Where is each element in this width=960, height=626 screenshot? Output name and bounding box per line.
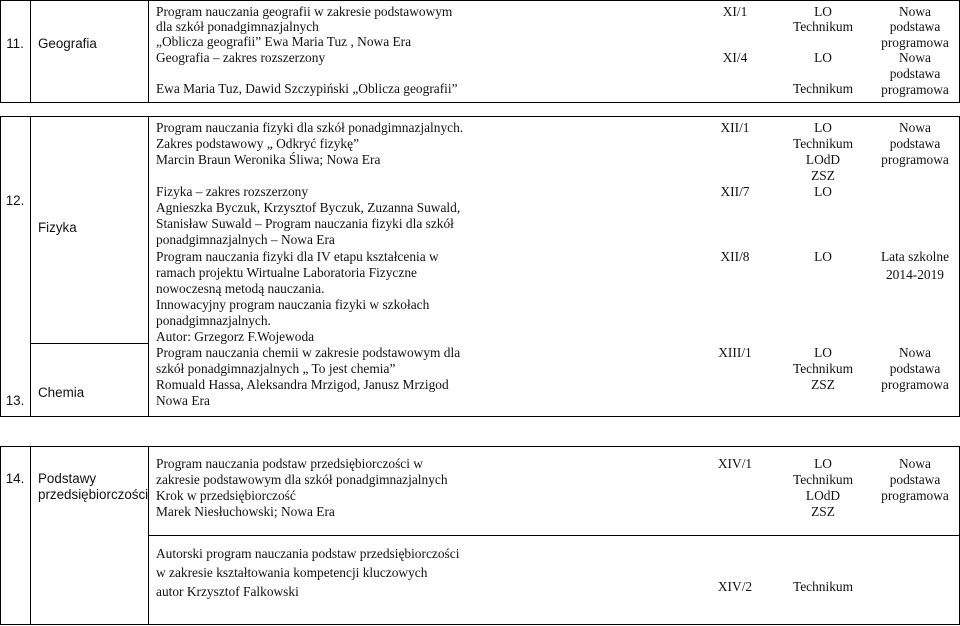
school-type: LO <box>814 456 832 471</box>
program-line: Autorski program nauczania podstaw przedsiębiorczości <box>156 546 460 561</box>
status-text: programowa <box>881 152 949 167</box>
status-text: 2014-2019 <box>885 267 945 282</box>
school-type: Technikum <box>792 81 854 96</box>
school-type: LOdD <box>805 488 841 503</box>
program-line: dla szkół ponadgimnazjalnych <box>156 19 319 34</box>
class-code: XIV/2 <box>717 579 753 594</box>
col-divider <box>30 0 31 103</box>
subject-name: Chemia <box>38 385 85 400</box>
status-text: programowa <box>881 35 949 50</box>
row-number: 13. <box>5 393 25 408</box>
program-line: Nowa Era <box>156 393 210 408</box>
status-text: podstawa <box>889 19 941 34</box>
status-text: podstawa <box>889 66 941 81</box>
class-code: XI/4 <box>722 50 748 65</box>
school-type: LO <box>814 120 832 135</box>
program-line: Program nauczania chemii w zakresie podstawowym dla <box>156 345 461 360</box>
school-type: ZSZ <box>811 377 835 392</box>
school-type: Technikum <box>792 579 854 594</box>
school-type: ZSZ <box>811 504 835 519</box>
subject-name: Geografia <box>38 36 97 51</box>
program-line: Agnieszka Byczuk, Krzysztof Byczuk, Zuzanna Suwald, <box>156 200 461 215</box>
status-text: Lata szkolne <box>880 249 950 264</box>
program-line: autor Krzysztof Falkowski <box>156 584 299 599</box>
school-type: LO <box>814 184 832 199</box>
class-code: XII/8 <box>720 249 750 264</box>
school-type: LO <box>814 50 832 65</box>
row-11-bottom-border <box>0 102 960 103</box>
program-line: szkół ponadgimnazjalnych „ To jest chemia” <box>156 361 396 376</box>
program-line: Fizyka – zakres rozszerzony <box>156 184 309 199</box>
class-code: XIV/1 <box>717 456 753 471</box>
status-text: programowa <box>881 377 949 392</box>
row-12-top-border <box>0 116 960 117</box>
program-line: ponadgimnazjalnych – Nowa Era <box>156 232 335 247</box>
top-border <box>0 0 960 1</box>
status-text: podstawa <box>889 136 941 151</box>
status-text: programowa <box>881 488 949 503</box>
row-14-inner-divider <box>148 535 960 536</box>
program-line: ponadgimnazjalnych. <box>156 313 271 328</box>
school-type: ZSZ <box>811 168 835 183</box>
school-type: LO <box>814 249 832 264</box>
program-line: Marek Niesłuchowski; Nowa Era <box>156 504 335 519</box>
school-type: LO <box>814 4 832 19</box>
program-line: nowoczesną metodą nauczania. <box>156 281 325 296</box>
program-line: w zakresie kształtowania kompetencji kluczowych <box>156 565 428 580</box>
program-line: „Oblicza geografii” Ewa Maria Tuz , Nowa Era <box>156 34 412 49</box>
col-divider <box>30 446 31 625</box>
class-code: XII/7 <box>720 184 750 199</box>
subject-name: Fizyka <box>38 220 77 235</box>
program-line: ramach projektu Wirtualne Laboratoria Fizyczne <box>156 265 417 280</box>
program-line: Krok w przedsiębiorczość <box>156 488 296 503</box>
row-number: 12. <box>5 193 25 208</box>
class-code: XIII/1 <box>718 345 752 360</box>
program-line: Stanisław Suwald – Program nauczania fizyki dla szkół <box>156 216 454 231</box>
row-12-13-divider <box>30 343 148 344</box>
col-divider <box>148 0 149 103</box>
school-type: Technikum <box>792 472 854 487</box>
program-line: Zakres podstawowy „ Odkryć fizykę” <box>156 136 360 151</box>
school-type: LOdD <box>805 152 841 167</box>
status-text: Nowa <box>899 120 931 135</box>
program-line: Program nauczania podstaw przedsiębiorczości w <box>156 456 423 471</box>
program-line: Innowacyjny program nauczania fizyki w szkołach <box>156 297 430 312</box>
row-14-bottom-border <box>0 624 960 625</box>
status-text: Nowa <box>899 345 931 360</box>
program-line: Marcin Braun Weronika Śliwa; Nowa Era <box>156 152 381 167</box>
status-text: programowa <box>881 82 949 97</box>
status-text: Nowa <box>899 456 931 471</box>
program-line: Geografia – zakres rozszerzony <box>156 50 326 65</box>
table-left-border <box>0 116 1 417</box>
program-line: Program nauczania fizyki dla IV etapu kształcenia w <box>156 249 439 264</box>
program-line: Romuald Hassa, Aleksandra Mrzigod, Janusz Mrzigod <box>156 377 449 392</box>
class-code: XI/1 <box>722 4 748 19</box>
row-13-bottom-border <box>0 416 960 417</box>
status-text: Nowa <box>899 4 931 19</box>
subject-name: Podstawy <box>38 471 97 486</box>
row-14-top-border <box>0 446 960 447</box>
col-divider <box>148 446 149 625</box>
status-text: podstawa <box>889 361 941 376</box>
row-number: 11. <box>6 36 24 51</box>
table-left-border <box>0 0 1 103</box>
col-divider <box>30 116 31 417</box>
status-text: Nowa <box>899 50 931 65</box>
program-line: Program nauczania fizyki dla szkół ponadgimnazjalnych. <box>156 120 464 135</box>
program-line: Program nauczania geografii w zakresie podstawowym <box>156 4 453 19</box>
subject-name: przedsiębiorczości <box>38 487 149 502</box>
program-line: Autor: Grzegorz F.Wojewoda <box>156 329 315 344</box>
school-type: LO <box>814 345 832 360</box>
school-type: Technikum <box>792 19 854 34</box>
row-number: 14. <box>5 471 25 486</box>
program-line: zakresie podstawowym dla szkół ponadgimnazjalnych <box>156 472 448 487</box>
school-type: Technikum <box>792 136 854 151</box>
status-text: podstawa <box>889 472 941 487</box>
school-type: Technikum <box>792 361 854 376</box>
program-line: Ewa Maria Tuz, Dawid Szczypiński „Oblicza geografii” <box>156 81 458 96</box>
class-code: XII/1 <box>720 120 750 135</box>
col-divider <box>148 116 149 417</box>
